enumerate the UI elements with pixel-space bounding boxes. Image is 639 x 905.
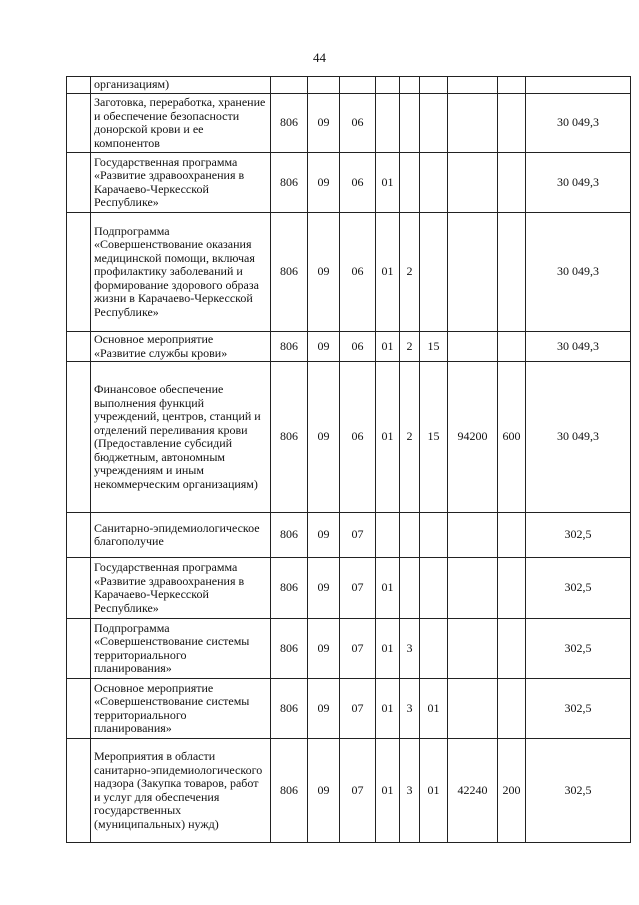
csr-cell: 42240 — [448, 739, 498, 843]
table-body — [67, 77, 631, 843]
amount-cell: 30 049,3 — [526, 94, 631, 153]
code-cell: 806 — [271, 332, 308, 362]
subprogram-cell: 2 — [400, 213, 420, 332]
item-name: Основное мероприятие «Развитие службы крови» — [91, 332, 271, 362]
row-lead-cell — [67, 94, 91, 153]
amount-cell — [526, 77, 631, 94]
csr-cell — [448, 153, 498, 213]
item-name: организациям) — [91, 77, 271, 94]
section-cell: 09 — [308, 558, 340, 619]
vr-cell — [498, 332, 526, 362]
table-row — [67, 739, 631, 843]
row-lead-cell — [67, 739, 91, 843]
subsection-cell: 07 — [340, 558, 376, 619]
activity-cell — [420, 77, 448, 94]
section-cell: 09 — [308, 153, 340, 213]
program-cell — [376, 513, 400, 558]
subsection-cell: 07 — [340, 513, 376, 558]
amount-cell: 302,5 — [526, 513, 631, 558]
item-name: Подпрограмма «Совершенствование системы территориального планирования» — [91, 619, 271, 679]
vr-cell: 600 — [498, 362, 526, 513]
amount-cell: 30 049,3 — [526, 213, 631, 332]
table-row — [67, 332, 631, 362]
table-row — [67, 362, 631, 513]
code-cell: 806 — [271, 213, 308, 332]
csr-cell: 94200 — [448, 362, 498, 513]
activity-cell — [420, 619, 448, 679]
section-cell: 09 — [308, 679, 340, 739]
csr-cell — [448, 558, 498, 619]
code-cell: 806 — [271, 94, 308, 153]
vr-cell — [498, 558, 526, 619]
subprogram-cell: 3 — [400, 739, 420, 843]
item-name: Государственная программа «Развитие здравоохранения в Карачаево-Черкесской Республике» — [91, 153, 271, 213]
subsection-cell: 07 — [340, 679, 376, 739]
activity-cell — [420, 153, 448, 213]
section-cell: 09 — [308, 362, 340, 513]
item-name: Финансовое обеспечение выполнения функций учреждений, центров, станций и отделений переливания крови (Предоставление субсидий бюджетным, автономным учреждениям и иным некоммерческим организациям) — [91, 362, 271, 513]
subprogram-cell: 3 — [400, 619, 420, 679]
row-lead-cell — [67, 619, 91, 679]
section-cell — [308, 77, 340, 94]
item-name: Мероприятия в области санитарно-эпидемиологического надзора (Закупка товаров, работ и услуг для обеспечения государственных (муниципальных) нужд) — [91, 739, 271, 843]
program-cell: 01 — [376, 739, 400, 843]
activity-cell — [420, 513, 448, 558]
program-cell: 01 — [376, 558, 400, 619]
program-cell: 01 — [376, 332, 400, 362]
item-name: Подпрограмма «Совершенствование оказания медицинской помощи, включая профилактику заболеваний и формирование здорового образа жизни в Карачаево-Черкесской Республике» — [91, 213, 271, 332]
row-lead-cell — [67, 77, 91, 94]
program-cell: 01 — [376, 153, 400, 213]
code-cell: 806 — [271, 619, 308, 679]
item-name: Основное мероприятие «Совершенствование системы территориального планирования» — [91, 679, 271, 739]
row-lead-cell — [67, 362, 91, 513]
amount-cell: 302,5 — [526, 679, 631, 739]
vr-cell — [498, 513, 526, 558]
subprogram-cell: 2 — [400, 332, 420, 362]
subprogram-cell — [400, 153, 420, 213]
amount-cell: 30 049,3 — [526, 362, 631, 513]
csr-cell — [448, 77, 498, 94]
code-cell — [271, 77, 308, 94]
subsection-cell: 06 — [340, 94, 376, 153]
activity-cell: 01 — [420, 739, 448, 843]
subsection-cell: 06 — [340, 153, 376, 213]
section-cell: 09 — [308, 619, 340, 679]
amount-cell: 302,5 — [526, 558, 631, 619]
activity-cell — [420, 213, 448, 332]
vr-cell — [498, 679, 526, 739]
section-cell: 09 — [308, 513, 340, 558]
program-cell: 01 — [376, 362, 400, 513]
table-row — [67, 94, 631, 153]
section-cell: 09 — [308, 94, 340, 153]
table-row — [67, 77, 631, 94]
table-row — [67, 153, 631, 213]
subsection-cell: 07 — [340, 619, 376, 679]
item-name: Государственная программа «Развитие здравоохранения в Карачаево-Черкесской Республике» — [91, 558, 271, 619]
csr-cell — [448, 513, 498, 558]
row-lead-cell — [67, 153, 91, 213]
vr-cell — [498, 213, 526, 332]
section-cell: 09 — [308, 213, 340, 332]
activity-cell: 15 — [420, 332, 448, 362]
subprogram-cell: 3 — [400, 679, 420, 739]
program-cell — [376, 77, 400, 94]
vr-cell — [498, 619, 526, 679]
amount-cell: 302,5 — [526, 619, 631, 679]
budget-table — [66, 76, 631, 843]
subprogram-cell — [400, 77, 420, 94]
page-number: 44 — [313, 50, 326, 65]
amount-cell: 30 049,3 — [526, 332, 631, 362]
activity-cell: 01 — [420, 679, 448, 739]
csr-cell — [448, 619, 498, 679]
subsection-cell: 06 — [340, 362, 376, 513]
row-lead-cell — [67, 213, 91, 332]
section-cell: 09 — [308, 739, 340, 843]
subprogram-cell: 2 — [400, 362, 420, 513]
table-row — [67, 619, 631, 679]
item-name: Санитарно-эпидемиологическое благополучие — [91, 513, 271, 558]
vr-cell — [498, 94, 526, 153]
vr-cell — [498, 77, 526, 94]
subsection-cell: 06 — [340, 332, 376, 362]
csr-cell — [448, 332, 498, 362]
subsection-cell: 07 — [340, 739, 376, 843]
subprogram-cell — [400, 558, 420, 619]
code-cell: 806 — [271, 679, 308, 739]
code-cell: 806 — [271, 153, 308, 213]
table-row — [67, 679, 631, 739]
code-cell: 806 — [271, 513, 308, 558]
subsection-cell: 06 — [340, 213, 376, 332]
table-row — [67, 513, 631, 558]
table-row — [67, 213, 631, 332]
item-name: Заготовка, переработка, хранение и обеспечение безопасности донорской крови и ее компонентов — [91, 94, 271, 153]
program-cell: 01 — [376, 213, 400, 332]
row-lead-cell — [67, 558, 91, 619]
program-cell — [376, 94, 400, 153]
code-cell: 806 — [271, 558, 308, 619]
activity-cell — [420, 558, 448, 619]
activity-cell — [420, 94, 448, 153]
vr-cell — [498, 153, 526, 213]
program-cell: 01 — [376, 619, 400, 679]
amount-cell: 302,5 — [526, 739, 631, 843]
csr-cell — [448, 94, 498, 153]
row-lead-cell — [67, 513, 91, 558]
amount-cell: 30 049,3 — [526, 153, 631, 213]
code-cell: 806 — [271, 739, 308, 843]
csr-cell — [448, 679, 498, 739]
row-lead-cell — [67, 679, 91, 739]
code-cell: 806 — [271, 362, 308, 513]
row-lead-cell — [67, 332, 91, 362]
vr-cell: 200 — [498, 739, 526, 843]
table-row — [67, 558, 631, 619]
activity-cell: 15 — [420, 362, 448, 513]
program-cell: 01 — [376, 679, 400, 739]
section-cell: 09 — [308, 332, 340, 362]
subprogram-cell — [400, 94, 420, 153]
csr-cell — [448, 213, 498, 332]
subprogram-cell — [400, 513, 420, 558]
subsection-cell — [340, 77, 376, 94]
